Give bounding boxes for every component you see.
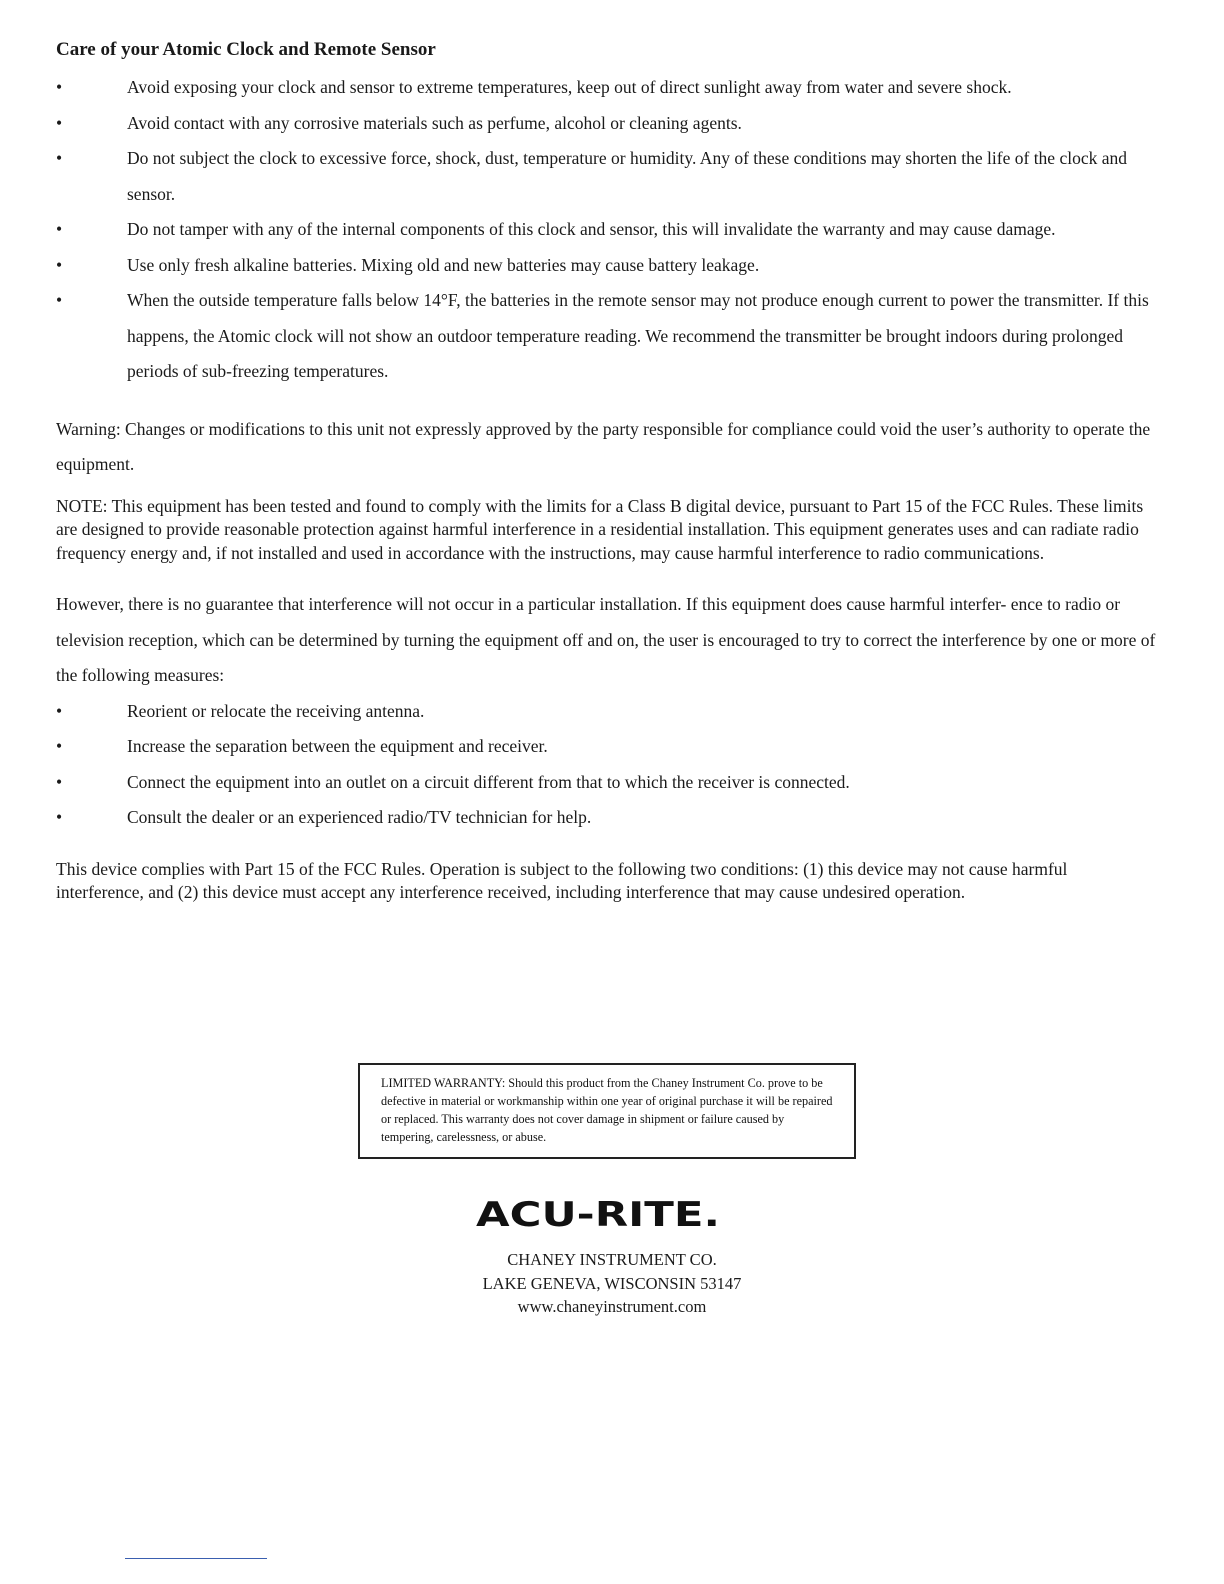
care-item-text: Avoid exposing your clock and sensor to extreme temperatures, keep out of direct sunlight away from water and severe shock. [127,77,1012,97]
care-item [56,70,1156,106]
care-item-text: Do not tamper with any of the internal components of this clock and sensor, this will invalidate the warranty and may cause damage. [127,219,1056,239]
measure-item [56,729,1156,765]
care-item [56,212,1156,248]
company-name: CHANEY INSTRUMENT CO. [507,1250,717,1269]
care-heading: Care of your Atomic Clock and Remote Sensor [56,39,436,60]
company-address: LAKE GENEVA, WISCONSIN 53147 [482,1273,742,1293]
bullet-dot: • [56,148,63,168]
company-address-block [400,1248,824,1319]
compliance-paragraph: This device complies with Part 15 of the FCC Rules. Operation is subject to the following two conditions: (1) this device may not cause harmful interference, and (2) this device must accept any interference received, including interference that may cause undesired operation. [56,858,1068,902]
measure-item-text: Consult the dealer or an experienced radio/TV technician for help. [127,807,592,827]
measure-item [56,800,1156,836]
bullet-dot: • [56,254,63,275]
care-item-text: Avoid contact with any corrosive materials such as perfume, alcohol or cleaning agents. [127,112,742,133]
care-item-text: Do not subject the clock to excessive force, shock, dust, temperature or humidity. Any of these conditions may shorten the life of the clock and sensor. [127,148,1127,204]
bullet-dot: • [56,112,63,133]
care-list [56,70,1156,390]
care-item [56,283,1156,390]
bullet-dot: • [56,771,63,792]
measure-item-text: Connect the equipment into an outlet on a circuit different from that to which the receiver is connected. [127,771,850,792]
acurite-logo [476,1190,726,1234]
care-item [56,248,1156,284]
acurite-logo-text: ACU-RITE. [476,1195,720,1234]
warning-paragraph: Warning: Changes or modifications to this unit not expressly approved by the party responsible for compliance could void the user’s authority to operate the equipment. [56,418,1151,474]
company-website: www.chaneyinstrument.com [517,1297,707,1316]
interference-paragraph: However, there is no guarantee that interference will not occur in a particular installation. If this equipment does cause harmful interfer- ence to radio or television reception, which can be determined by turning the equipment off and on, the user is encouraged to try to correct the interference by one or more of the following measures: [56,594,1156,685]
measure-item [56,765,1156,801]
care-item [56,141,1156,212]
bullet-dot: • [56,807,63,827]
measure-item-text: Reorient or relocate the receiving antenna. [127,700,425,721]
care-item-text: When the outside temperature falls below 14°F, the batteries in the remote sensor may not produce enough current to power the transmitter. If this happens, the Atomic clock will not show an outdoor temperature reading. We recommend the transmitter be brought indoors during prolonged periods of sub-freezing temperatures. [127,290,1149,381]
bullet-dot: • [56,700,63,721]
document-body [56,36,1156,905]
bullet-dot: • [56,77,63,97]
limited-warranty-box: LIMITED WARRANTY: Should this product from the Chaney Instrument Co. prove to be defective in material or workmanship within one year of original purchase it will be repaired or replaced. This warranty does not cover damage in shipment or failure caused by tempering, carelessness, or abuse. [358,1063,856,1159]
bullet-dot: • [56,219,63,239]
measures-list [56,694,1156,836]
bullet-dot: • [56,290,63,310]
measure-item [56,694,1156,730]
measure-item-text: Increase the separation between the equipment and receiver. [127,736,548,756]
care-item-text: Use only fresh alkaline batteries. Mixing old and new batteries may cause battery leakage. [127,254,760,275]
bullet-dot: • [56,736,63,756]
footer-rule [125,1558,267,1559]
fcc-note-paragraph: NOTE: This equipment has been tested and found to comply with the limits for a Class B digital device, pursuant to Part 15 of the FCC Rules. These limits are designed to provide reasonable protection against harmful interference in a residential installation. This equipment generates uses and can radiate radio frequency energy and, if not installed and used in accordance with the instructions, may cause harmful interference to radio communications. [56,495,1144,563]
care-item [56,106,1156,142]
